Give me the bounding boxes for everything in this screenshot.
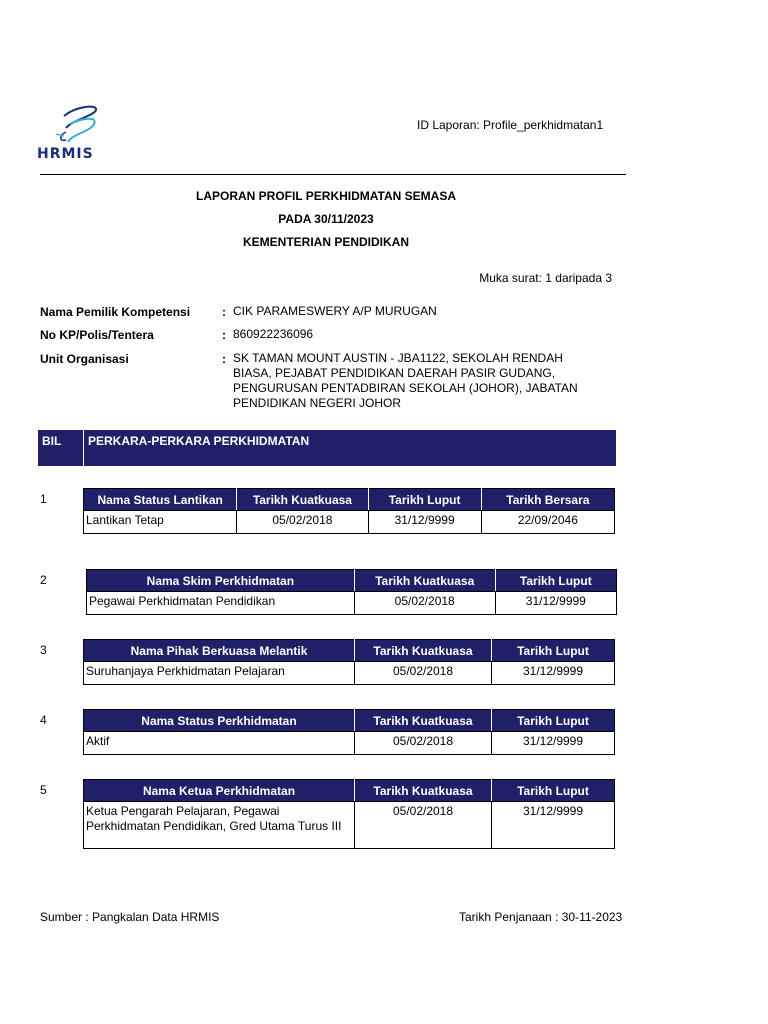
id-value: 860922236096 <box>233 327 314 341</box>
table-cell: 05/02/2018 <box>355 662 492 685</box>
table-cell: 05/02/2018 <box>355 732 492 755</box>
section-separator <box>83 430 84 466</box>
table-row <box>84 732 615 755</box>
unit-value-line: PENGURUSAN PENTADBIRAN SEKOLAH (JOHOR), JABATAN <box>233 381 578 395</box>
table-cell: 31/12/9999 <box>492 662 615 685</box>
table-header-row <box>84 489 615 511</box>
unit-value-line: PENDIDIKAN NEGERI JOHOR <box>233 396 402 410</box>
unit-value <box>233 351 578 411</box>
table-header-row <box>84 640 615 662</box>
table-row <box>84 511 615 534</box>
table-cell: Suruhanjaya Perkhidmatan Pelajaran <box>84 662 355 685</box>
item-number: 1 <box>40 492 47 506</box>
column-header: Nama Status Lantikan <box>84 489 237 511</box>
column-header: Nama Pihak Berkuasa Melantik <box>84 640 355 662</box>
column-header: Tarikh Luput <box>492 640 615 662</box>
table-cell: 05/02/2018 <box>237 511 368 534</box>
item-number: 3 <box>40 643 47 657</box>
table-cell: 31/12/9999 <box>492 802 615 849</box>
hrmis-swirl-icon <box>36 102 120 148</box>
report-title: LAPORAN PROFIL PERKHIDMATAN SEMASA <box>195 189 456 203</box>
table-cell: 22/09/2046 <box>481 511 614 534</box>
header-divider <box>40 174 626 175</box>
table-cell: 31/12/9999 <box>368 511 481 534</box>
footer-source: Sumber : Pangkalan Data HRMIS <box>40 910 220 924</box>
id-label: No KP/Polis/Tentera <box>40 328 154 342</box>
section-header-bar <box>38 430 616 466</box>
table-row <box>84 662 615 685</box>
column-header: Tarikh Luput <box>492 710 615 732</box>
status-perkhidmatan-table <box>83 709 615 755</box>
table-cell: Lantikan Tetap <box>84 511 237 534</box>
logo-wordmark: HRMIS <box>37 146 94 162</box>
column-header: Nama Status Perkhidmatan <box>84 710 355 732</box>
unit-colon: : <box>222 352 226 366</box>
table-header-row <box>84 710 615 732</box>
footer-generated-date: Tarikh Penjanaan : 30-11-2023 <box>459 910 623 924</box>
column-header: Tarikh Kuatkuasa <box>237 489 368 511</box>
table-cell: 31/12/9999 <box>495 592 616 615</box>
report-date: PADA 30/11/2023 <box>278 212 374 226</box>
bil-label: BIL <box>42 434 62 448</box>
table-row <box>84 802 615 849</box>
status-lantikan-table <box>83 488 615 534</box>
column-header: Tarikh Luput <box>492 780 615 802</box>
unit-label: Unit Organisasi <box>40 352 129 366</box>
column-header: Tarikh Luput <box>495 570 616 592</box>
item-number: 5 <box>40 783 47 797</box>
table-header-row <box>84 780 615 802</box>
skim-perkhidmatan-table <box>86 569 617 615</box>
perkara-label: PERKARA-PERKARA PERKHIDMATAN <box>88 434 310 448</box>
table-cell: 05/02/2018 <box>355 802 492 849</box>
item-number: 4 <box>40 713 47 727</box>
column-header: Tarikh Kuatkuasa <box>355 710 492 732</box>
page-number: Muka surat: 1 daripada 3 <box>479 271 612 285</box>
table-cell: Ketua Pengarah Pelajaran, Pegawai Perkhidmatan Pendidikan, Gred Utama Turus III <box>84 802 355 849</box>
column-header: Tarikh Bersara <box>481 489 614 511</box>
column-header: Tarikh Luput <box>368 489 481 511</box>
ketua-perkhidmatan-table <box>83 779 615 849</box>
pihak-berkuasa-table <box>83 639 615 685</box>
table-row <box>87 592 617 615</box>
table-cell: Aktif <box>84 732 355 755</box>
item-number: 2 <box>40 573 47 587</box>
name-value: CIK PARAMESWERY A/P MURUGAN <box>233 304 437 318</box>
table-cell: Pegawai Perkhidmatan Pendidikan <box>87 592 355 615</box>
name-colon: : <box>222 305 226 319</box>
column-header: Nama Skim Perkhidmatan <box>87 570 355 592</box>
column-header: Tarikh Kuatkuasa <box>355 640 492 662</box>
column-header: Nama Ketua Perkhidmatan <box>84 780 355 802</box>
ministry-name: KEMENTERIAN PENDIDIKAN <box>242 235 409 249</box>
report-id: ID Laporan: Profile_perkhidmatan1 <box>417 118 604 132</box>
name-label: Nama Pemilik Kompetensi <box>40 305 191 319</box>
table-header-row <box>87 570 617 592</box>
table-cell: 31/12/9999 <box>492 732 615 755</box>
table-cell: 05/02/2018 <box>354 592 495 615</box>
unit-value-line: BIASA, PEJABAT PENDIDIKAN DAERAH PASIR GUDANG, <box>233 366 556 380</box>
unit-value-line: SK TAMAN MOUNT AUSTIN - JBA1122, SEKOLAH RENDAH <box>233 351 563 365</box>
column-header: Tarikh Kuatkuasa <box>354 570 495 592</box>
column-header: Tarikh Kuatkuasa <box>355 780 492 802</box>
id-colon: : <box>222 328 226 342</box>
